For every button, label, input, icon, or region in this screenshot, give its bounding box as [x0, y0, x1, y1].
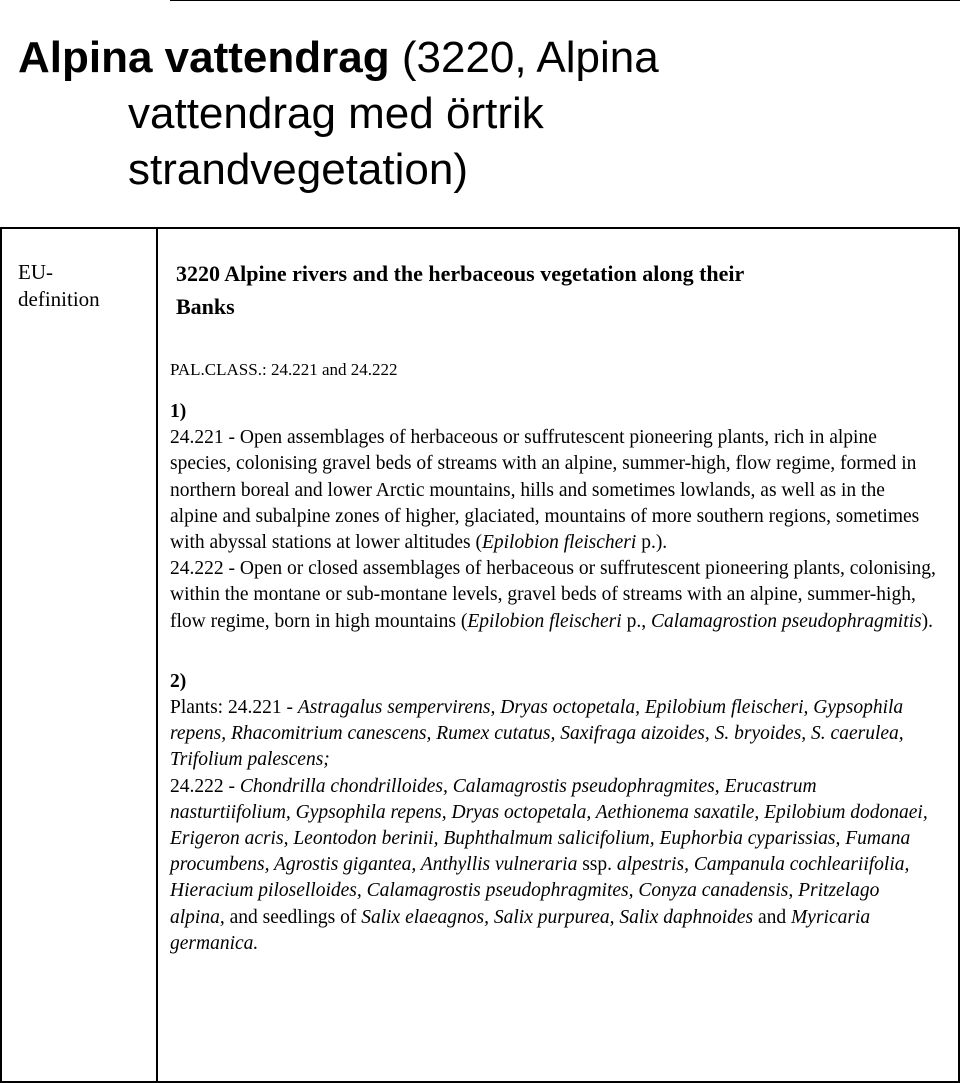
section-1-paragraph-1: 24.221 - Open assemblages of herbaceous or suffrutescent pioneering plants, rich in alpine species, colonising gravel beds of streams with an alpine, summer-high, flow regime, formed in northern boreal and lower Arctic mountains, hills and sometimes lowlands, as well as in the alpine and subalpine zones of higher, glaciated, mountains of more southern regions, sometimes with abyssal stations at lower altitudes (Epilobion fleischeri p.). — [170, 427, 920, 554]
section-1-number: 1) — [170, 401, 187, 422]
title-line3: strandvegetation) — [128, 145, 468, 194]
title-line1-rest: (3220, Alpina — [401, 33, 659, 82]
title-line2: vattendrag med örtrik — [128, 89, 544, 138]
pal-class: PAL.CLASS.: 24.221 and 24.222 — [170, 360, 398, 379]
section-2-number: 2) — [170, 670, 187, 692]
definition-table — [0, 227, 960, 1083]
top-rule — [170, 0, 960, 1]
plants-24-222: 24.222 - Chondrilla chondrilloides, Calamagrostis pseudophragmites, Erucastrum nasturtiifolium, Gypsophila repens, Dryas octopetala, Aethionema saxatile, Epilobium dodonaei, Erigeron acris, Leontodon berinii, Buphthalmum salicifolium, Euphorbia cyparissias, Fumana procumbens, Agrostis gigantea, Anthyllis vulneraria ssp. alpestris, Campanula cochleariifolia, Hieracium piloselloides, Calamagrostis pseudophragmites, Conyza canadensis, Pritzelago alpina, and seedlings of Salix elaeagnos, Salix purpurea, Salix daphnoides and Myricaria germanica. — [170, 775, 928, 954]
page-title — [18, 30, 659, 198]
label-line2: definition — [18, 287, 100, 311]
section-1-paragraph-2: 24.222 - Open or closed assemblages of herbaceous or suffrutescent pioneering plants, colonising, within the montane or sub-montane levels, gravel beds of streams with an alpine, summer-high, flow regime, born in high mountains (Epilobion fleischeri p., Calamagrostion pseudophragmitis). — [170, 558, 936, 632]
definition-title: 3220 Alpine rivers and the herbaceous vegetation along their Banks — [176, 261, 745, 319]
label-line1: EU- — [18, 260, 53, 284]
label-cell — [1, 228, 157, 1082]
plants-24-221: Plants: 24.221 - Astragalus sempervirens, Dryas octopetala, Epilobium fleischeri, Gypsophila repens, Rhacomitrium canescens, Rumex cutatus, Saxifraga aizoides, S. bryoides, S. caerulea, Trifolium palescens; — [170, 697, 904, 771]
title-main: Alpina vattendrag — [18, 33, 390, 82]
content-cell — [157, 228, 959, 1082]
